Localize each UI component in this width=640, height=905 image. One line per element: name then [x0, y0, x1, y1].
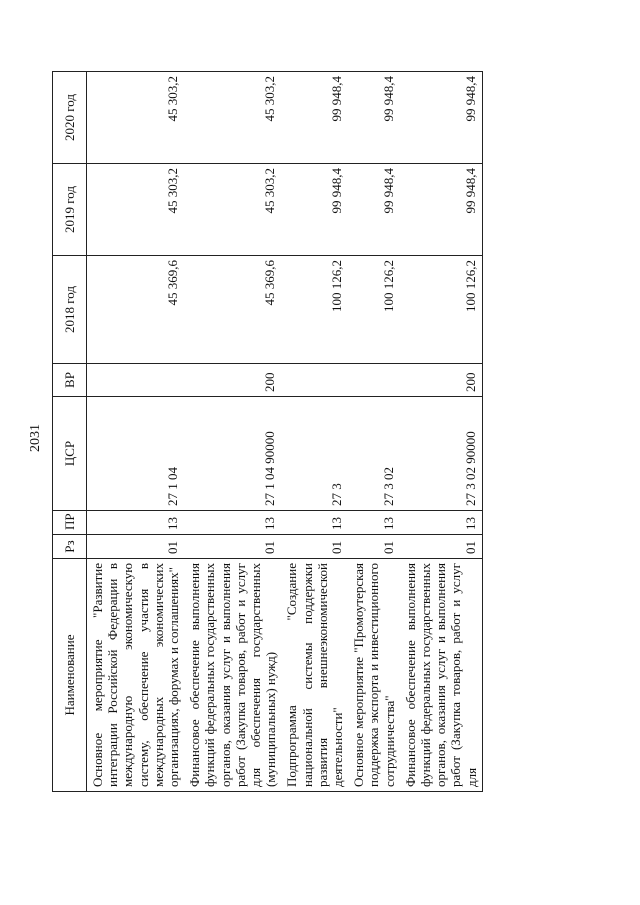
header-pr: ПР	[53, 511, 87, 535]
row-2019: 45 303,2	[87, 164, 185, 256]
header-vr: ВР	[53, 364, 87, 397]
row-2018: 100 126,2	[281, 256, 348, 364]
row-name: Финансовое обеспечение выполнения функций федеральных государственных органов, оказания услуг и выполнения работ (Закупка товаров, работ и услуг для обеспечения государственных (муниципальных) нужд)	[184, 559, 281, 792]
row-2019: 99 948,4	[400, 164, 483, 256]
row-rz: 01	[281, 535, 348, 559]
row-2018: 100 126,2	[400, 256, 483, 364]
row-csr: 27 3 02 90000	[400, 397, 483, 511]
budget-table	[52, 71, 483, 792]
row-csr: 27 1 04	[87, 397, 185, 511]
table-row	[348, 72, 400, 792]
row-vr	[348, 364, 400, 397]
row-2018: 100 126,2	[348, 256, 400, 364]
table-header-row	[53, 72, 87, 792]
row-csr: 27 3 02	[348, 397, 400, 511]
header-2020: 2020 год	[53, 72, 87, 164]
header-name: Наименование	[53, 559, 87, 792]
row-2020: 45 303,2	[184, 72, 281, 164]
row-2020: 99 948,4	[348, 72, 400, 164]
row-name: Подпрограмма "Создание национальной системы поддержки развития внешнеэкономической деятельности"	[281, 559, 348, 792]
row-rz: 01	[348, 535, 400, 559]
header-rz: Рз	[53, 535, 87, 559]
row-2019: 45 303,2	[184, 164, 281, 256]
row-name: Финансовое обеспечение выполнения функций федеральных государственных органов, оказания услуг и выполнения работ (Закупка товаров, работ и услуг для	[400, 559, 483, 792]
table-row	[400, 72, 483, 792]
row-2018: 45 369,6	[87, 256, 185, 364]
table-row	[87, 72, 185, 792]
row-pr: 13	[281, 511, 348, 535]
table-row	[281, 72, 348, 792]
row-pr: 13	[87, 511, 185, 535]
row-vr: 200	[400, 364, 483, 397]
row-2019: 99 948,4	[348, 164, 400, 256]
row-pr: 13	[348, 511, 400, 535]
row-name: Основное мероприятие "Промоутерская поддержка экспорта и инвестиционного сотрудничества"	[348, 559, 400, 792]
header-2018: 2018 год	[53, 256, 87, 364]
row-name: Основное мероприятие "Развитие интеграции Российской Федерации в международную экономическую систему, обеспечение участия в международных экономических организациях, форумах и соглашениях"	[87, 559, 185, 792]
row-2018: 45 369,6	[184, 256, 281, 364]
table-row	[184, 72, 281, 792]
row-2020: 99 948,4	[281, 72, 348, 164]
row-pr: 13	[184, 511, 281, 535]
row-vr	[281, 364, 348, 397]
row-2020: 45 303,2	[87, 72, 185, 164]
page-number: 2031	[28, 424, 43, 452]
row-rz: 01	[184, 535, 281, 559]
row-rz: 01	[400, 535, 483, 559]
row-csr: 27 3	[281, 397, 348, 511]
row-csr: 27 1 04 90000	[184, 397, 281, 511]
row-rz: 01	[87, 535, 185, 559]
header-csr: ЦСР	[53, 397, 87, 511]
row-pr: 13	[400, 511, 483, 535]
rotated-sheet	[52, 72, 622, 792]
row-vr: 200	[184, 364, 281, 397]
row-vr	[87, 364, 185, 397]
row-2020: 99 948,4	[400, 72, 483, 164]
header-2019: 2019 год	[53, 164, 87, 256]
row-2019: 99 948,4	[281, 164, 348, 256]
